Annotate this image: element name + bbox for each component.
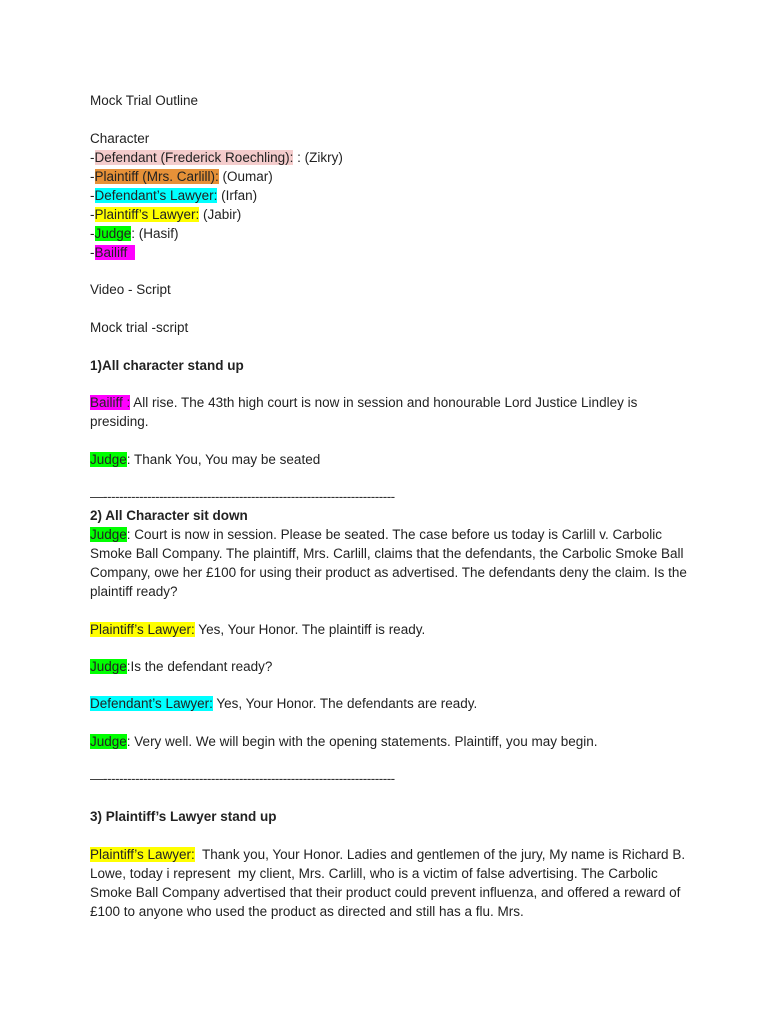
section-2-line-1: Judge: Court is now in session. Please be seated. The case before us today is Carlill v. Carbolic Smoke Ball Company. The plaintiff, Mrs. Carlill, claims that the defendants, the Carbolic Smoke Ball Company, owe her £100 for using their product as advertised. The defendants deny the claim. Is the plaintiff ready? (90, 527, 687, 599)
section-2-line-5: Judge: Very well. We will begin with the opening statements. Plaintiff, you may begin. (90, 734, 598, 749)
speaker-plaintiff-lawyer: Plaintiff’s Lawyer: (90, 622, 195, 637)
mock-script-label: Mock trial -script (90, 320, 189, 335)
role-defendant: Defendant (Frederick Roechling): (94, 150, 294, 165)
speaker-judge: Judge (90, 452, 127, 467)
speaker-judge: Judge (90, 527, 127, 542)
speaker-judge: Judge (90, 734, 127, 749)
section-3-heading: 3) Plaintiff’s Lawyer stand up (90, 809, 277, 824)
separator-2: —------------------------------------------------------------------------- (90, 771, 395, 786)
section-1-line-1: Bailiff : All rise. The 43th high court is now in session and honourable Lord Justice Lindley is presiding. (90, 395, 638, 429)
section-1-heading: 1)All character stand up (90, 358, 244, 373)
character-defendant: -Defendant (Frederick Roechling): : (Zikry) (90, 150, 343, 165)
doc-title: Mock Trial Outline (90, 93, 199, 108)
role-plaintiff-lawyer: Plaintiff’s Lawyer: (94, 207, 200, 222)
character-judge: -Judge: (Hasif) (90, 226, 179, 241)
section-2-line-3: Judge:Is the defendant ready? (90, 659, 273, 674)
speaker-judge: Judge (90, 659, 127, 674)
role-defendant-lawyer: Defendant’s Lawyer: (94, 188, 218, 203)
section-3-line-1: Plaintiff’s Lawyer: Thank you, Your Honor. Ladies and gentlemen of the jury, My name is Richard B. Lowe, today i represent my client, Mrs. Carlill, who is a victim of false advertising. The Carbolic Smoke Ball Company advertised that their product could prevent influenza, and offered a reward of £100 to anyone who used the product as directed and still has a flu. Mrs. (90, 847, 689, 919)
video-script-label: Video - Script (90, 282, 171, 297)
character-bailiff: -Bailiff (90, 245, 135, 260)
section-2-heading: 2) All Character sit down (90, 508, 248, 523)
section-2-line-2: Plaintiff’s Lawyer: Yes, Your Honor. The plaintiff is ready. (90, 622, 426, 637)
character-plaintiff: -Plaintiff (Mrs. Carlill): (Oumar) (90, 169, 273, 184)
role-plaintiff: Plaintiff (Mrs. Carlill): (94, 169, 219, 184)
character-plaintiff-lawyer: -Plaintiff’s Lawyer: (Jabir) (90, 207, 242, 222)
section-1-line-2: Judge: Thank You, You may be seated (90, 452, 321, 467)
speaker-defendant-lawyer: Defendant’s Lawyer: (90, 696, 213, 711)
speaker-bailiff: Bailiff : (90, 395, 131, 410)
role-bailiff: Bailiff (94, 245, 135, 260)
separator-1: —------------------------------------------------------------------------- (90, 489, 395, 504)
character-defendant-lawyer: -Defendant’s Lawyer: (Irfan) (90, 188, 258, 203)
role-judge: Judge (94, 226, 132, 241)
speaker-plaintiff-lawyer: Plaintiff’s Lawyer: (90, 847, 195, 862)
character-heading: Character (90, 131, 150, 146)
section-2-line-4: Defendant’s Lawyer: Yes, Your Honor. The defendants are ready. (90, 696, 478, 711)
